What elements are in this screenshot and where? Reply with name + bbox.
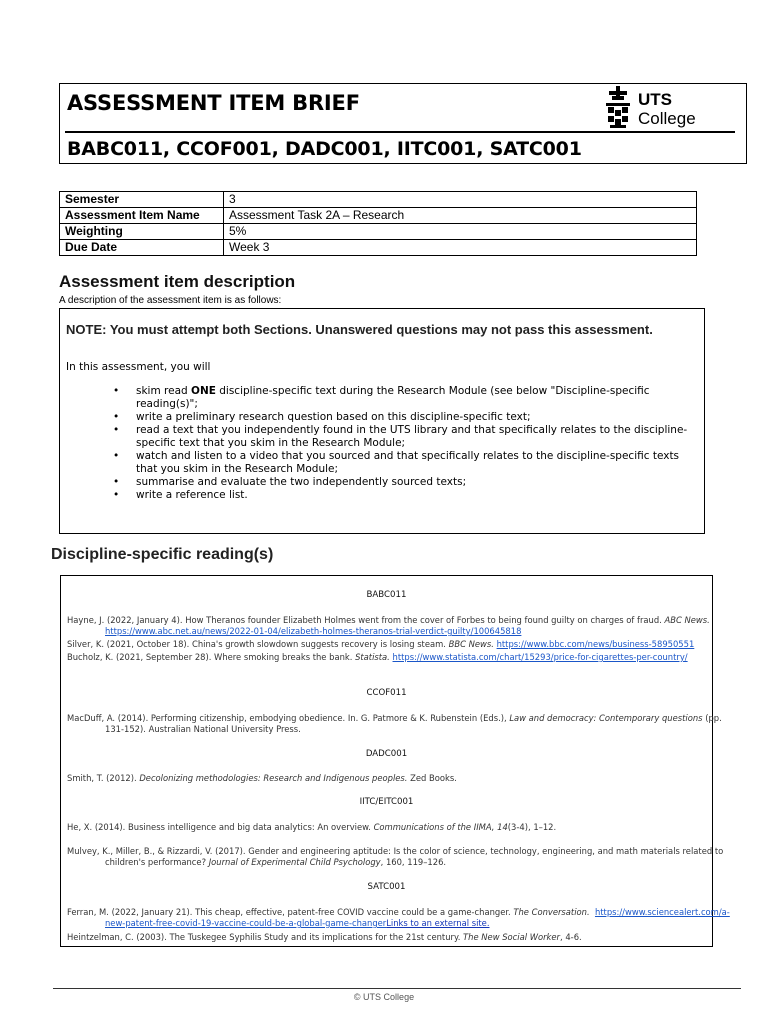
ref-text: Zed Books. bbox=[407, 773, 457, 783]
ref-text: Silver, K. (2021, October 18). China's growth slowdown suggests recovery is losing steam. bbox=[67, 639, 449, 649]
header-divider bbox=[65, 131, 735, 133]
table-value: 5% bbox=[224, 224, 697, 240]
footer-copyright: © UTS College bbox=[353, 992, 415, 1002]
page-title: ASSESSMENT ITEM BRIEF bbox=[67, 91, 360, 115]
note-text: NOTE: You must attempt both Sections. Unanswered questions may not pass this assessment. bbox=[66, 322, 653, 337]
course-code-label: IITC/EITC001 bbox=[359, 797, 414, 807]
table-row bbox=[60, 208, 697, 224]
logo bbox=[604, 86, 704, 131]
task-list bbox=[108, 385, 698, 502]
ref-link[interactable]: https://www.bbc.com/news/business-58950551 bbox=[496, 639, 695, 649]
list-item bbox=[108, 489, 698, 502]
logo-line-2: College bbox=[638, 109, 696, 128]
logo-text bbox=[638, 90, 696, 128]
course-code-label: CCOF011 bbox=[366, 688, 407, 698]
reference-item bbox=[67, 652, 741, 663]
list-item-text: summarise and evaluate the two independently sourced texts; bbox=[136, 476, 467, 488]
readings-heading: Discipline-specific reading(s) bbox=[51, 546, 274, 563]
reference-item bbox=[67, 932, 741, 943]
table-label: Weighting bbox=[60, 224, 224, 240]
list-item-text: discipline-specific text during the Research Module (see below "Discipline-specific reading(s)"; bbox=[136, 385, 650, 410]
table-value: Week 3 bbox=[224, 240, 697, 256]
reference-item bbox=[67, 907, 741, 929]
course-codes: BABC011, CCOF001, DADC001, IITC001, SATC001 bbox=[67, 138, 582, 160]
table-value: 3 bbox=[224, 192, 697, 208]
reference-item bbox=[67, 773, 741, 784]
ref-text: Heintzelman, C. (2003). The Tuskegee Syphilis Study and its implications for the 21st century. bbox=[67, 932, 464, 942]
list-item bbox=[108, 476, 698, 489]
ref-text: Smith, T. (2012). bbox=[67, 773, 140, 783]
reference-item bbox=[67, 846, 741, 868]
table-row bbox=[60, 240, 697, 256]
ref-text: Ferran, M. (2022, January 21). This cheap, effective, patent-free COVID vaccine could be a game-changer. bbox=[67, 907, 514, 917]
readings-box bbox=[60, 575, 730, 947]
list-item bbox=[108, 411, 698, 424]
ref-text: Hayne, J. (2022, January 4). How Theranos founder Elizabeth Holmes went from the cover of Forbes to being found guilty on charges of fraud. bbox=[67, 615, 665, 625]
list-item-text: read a text that you independently found in the UTS library and that specifically relates to the discipline-specific text that you skim in the Research Module; bbox=[136, 424, 688, 449]
ref-text: MacDuff, A. (2014). Performing citizenship, embodying obedience. In. G. Patmore & K. Rubenstein (Eds.), bbox=[67, 713, 510, 723]
ref-text: Bucholz, K. (2021, September 28). Where smoking breaks the bank. bbox=[67, 652, 356, 662]
ref-source: ABC News. bbox=[664, 615, 710, 625]
list-item bbox=[108, 424, 698, 450]
table-label: Due Date bbox=[60, 240, 224, 256]
ref-link[interactable]: https://www.statista.com/chart/15293/price-for-cigarettes-per-country/ bbox=[392, 652, 688, 662]
table-label: Assessment Item Name bbox=[60, 208, 224, 224]
table-row bbox=[60, 192, 697, 208]
ref-link[interactable]: https://www.sciencealert.com/a-new-patent-free-covid-19-vaccine-could-be-a-global-game-changer bbox=[105, 907, 730, 928]
reference-item bbox=[67, 822, 741, 833]
reference-item bbox=[67, 713, 741, 735]
assessment-info-table bbox=[59, 191, 697, 256]
ref-text: Mulvey, K., Miller, B., & Rizzardi, V. (2017). Gender and engineering aptitude: Is the color of science, technology, engineering, and math materials related to children's performance? bbox=[67, 846, 724, 867]
note-box bbox=[59, 308, 705, 534]
list-item bbox=[108, 450, 698, 476]
footer-divider bbox=[53, 988, 741, 989]
list-item-text: skim read bbox=[136, 385, 192, 397]
list-item-text: write a reference list. bbox=[136, 489, 248, 501]
ref-source: The New Social Worker bbox=[463, 932, 561, 942]
ref-text: (3-4), 1–12. bbox=[507, 822, 557, 832]
header-box bbox=[59, 83, 747, 164]
ref-link[interactable]: https://www.abc.net.au/news/2022-01-04/elizabeth-holmes-theranos-trial-verdict-guilty/100645818 bbox=[105, 626, 522, 636]
ref-source: Law and democracy: Contemporary questions bbox=[509, 713, 703, 723]
description-intro: A description of the assessment item is as follows: bbox=[59, 295, 282, 306]
reference-item bbox=[67, 615, 741, 637]
list-item bbox=[108, 385, 698, 411]
table-row bbox=[60, 224, 697, 240]
ref-text: , 4-6. bbox=[560, 932, 582, 942]
ref-source: Journal of Experimental Child Psychology bbox=[208, 857, 381, 867]
description-heading: Assessment item description bbox=[59, 272, 296, 291]
reference-item bbox=[67, 639, 741, 650]
ref-text: , 160, 119–126. bbox=[380, 857, 447, 867]
ref-source: Decolonizing methodologies: Research and Indigenous peoples. bbox=[139, 773, 408, 783]
logo-line-1: UTS bbox=[638, 90, 672, 109]
ref-text: He, X. (2014). Business intelligence and big data analytics: An overview. bbox=[67, 822, 374, 832]
uts-college-logo-icon bbox=[604, 86, 632, 130]
ref-source: Statista. bbox=[355, 652, 390, 662]
ref-source: BBC News. bbox=[448, 639, 494, 649]
course-code-label: SATC001 bbox=[367, 882, 406, 892]
course-code-label: DADC001 bbox=[365, 749, 408, 759]
course-code-label: BABC011 bbox=[366, 590, 407, 600]
list-item-text: write a preliminary research question based on this discipline-specific text; bbox=[136, 411, 531, 423]
list-item-text: watch and listen to a video that you sourced and that specifically relates to the discipline-specific texts that you skim in the Research Module; bbox=[136, 450, 680, 475]
note-lead: In this assessment, you will bbox=[66, 361, 211, 373]
ref-text: (pp. 131-152). Australian National University Press. bbox=[105, 713, 722, 734]
list-item-bold: ONE bbox=[191, 385, 216, 397]
table-label: Semester bbox=[60, 192, 224, 208]
table-value: Assessment Task 2A – Research bbox=[224, 208, 697, 224]
external-link[interactable]: Links to an external site. bbox=[386, 918, 490, 928]
ref-source: The Conversation. bbox=[513, 907, 590, 917]
ref-source: Communications of the IIMA, 14 bbox=[373, 822, 508, 832]
